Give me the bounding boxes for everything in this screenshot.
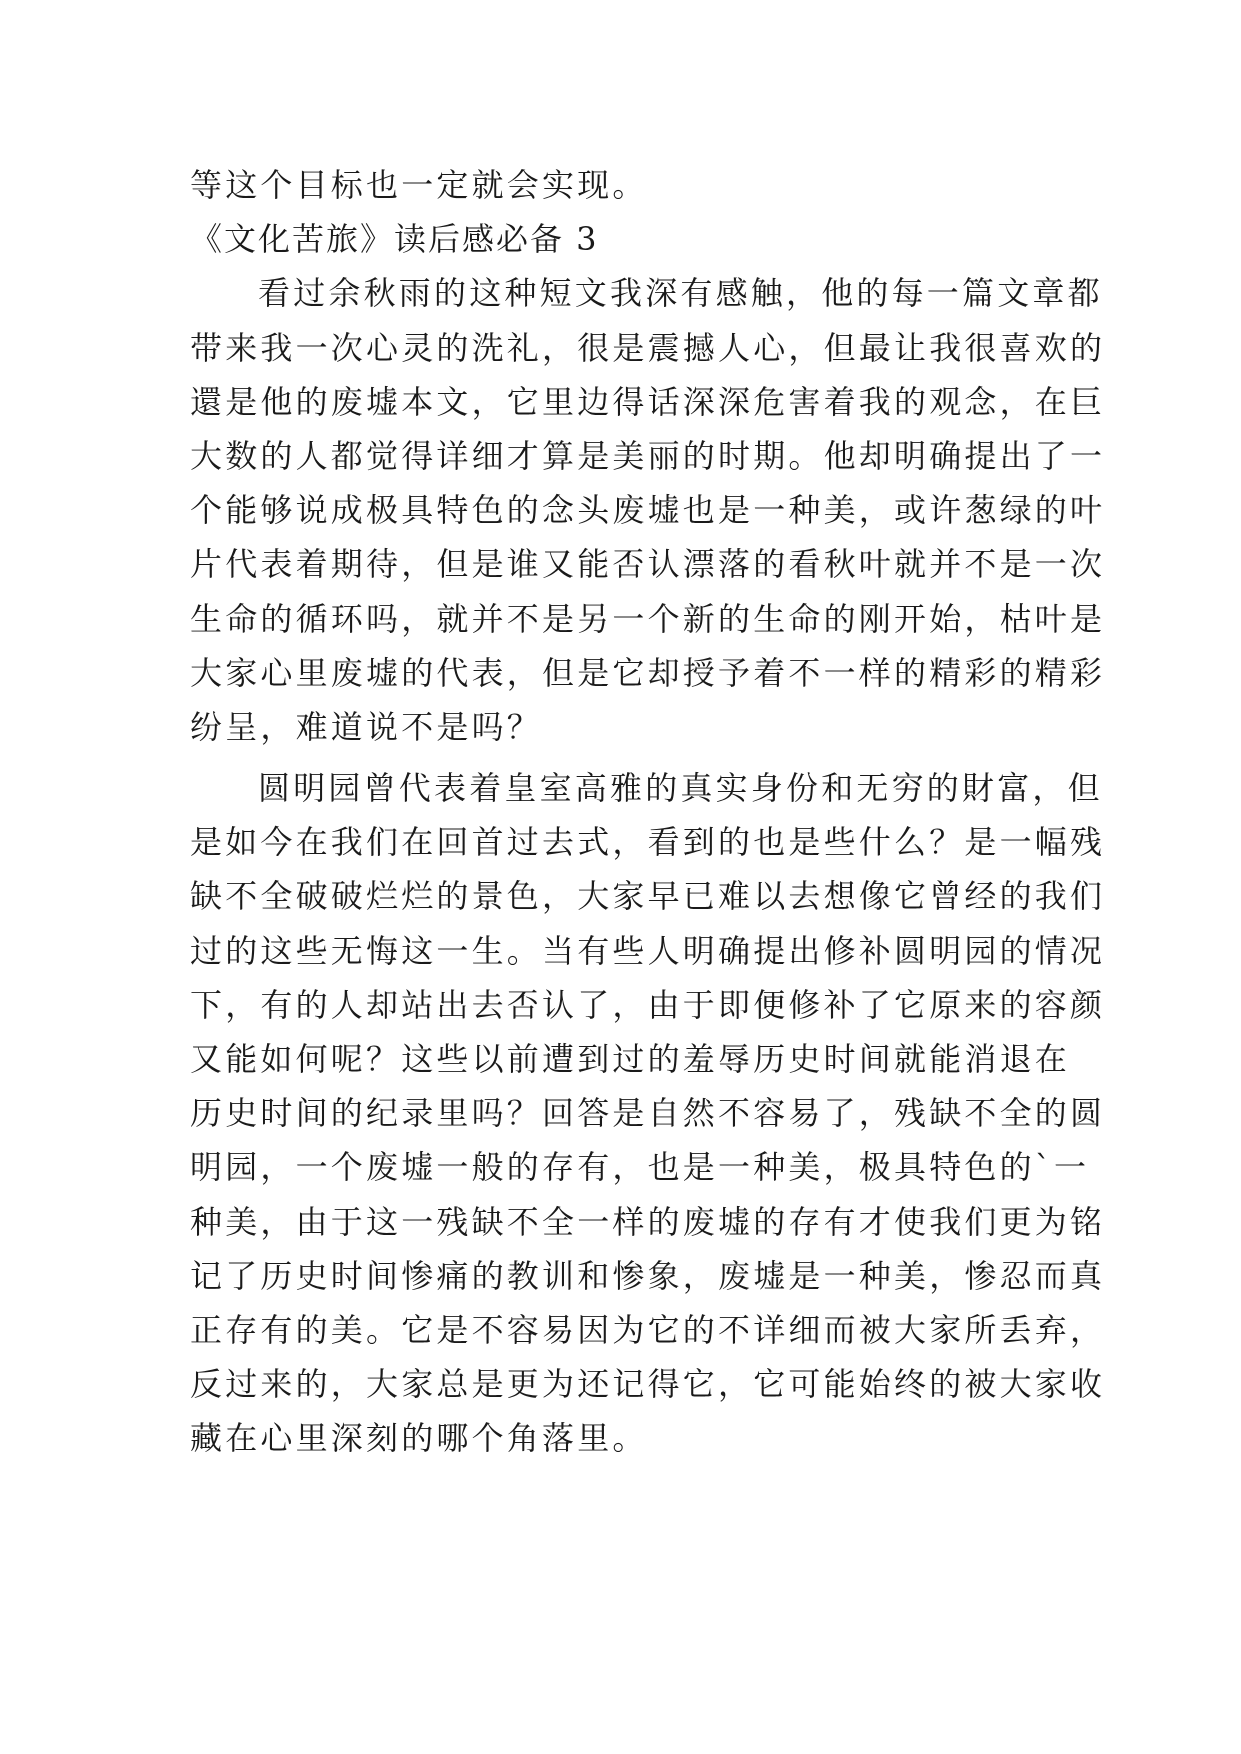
paragraph-line: 个能够说成极具特色的念头废墟也是一种美，或许葱绿的叶 [190, 491, 1106, 530]
paragraph-line: 缺不全破破烂烂的景色，大家早已难以去想像它曾经的我们 [190, 877, 1106, 916]
paragraph-line: 纷呈，难道说不是吗？ [190, 707, 543, 746]
opening-line: 等这个目标也一定就会实现。 [190, 166, 648, 204]
section-title: 《文化苦旅》读后感必备 3 [190, 220, 599, 259]
paragraph-line: 生命的循环吗，就并不是另一个新的生命的刚开始，枯叶是 [190, 599, 1106, 638]
paragraph-line: 片代表着期待，但是谁又能否认漂落的看秋叶就并不是一次 [190, 545, 1106, 584]
paragraph-line: 大家心里废墟的代表，但是它却授予着不一样的精彩的精彩 [190, 653, 1106, 692]
paragraph-line: 下，有的人却站出去否认了，由于即便修补了它原来的容颜 [190, 985, 1106, 1024]
paragraph-line: 反过来的，大家总是更为还记得它，它可能始终的被大家收 [190, 1365, 1106, 1404]
paragraph-2 [190, 761, 1106, 1465]
paragraph-line: 又能如何呢？这些以前遭到过的羞辱历史时间就能消退在 [190, 1040, 1071, 1078]
paragraph-line: 看过余秋雨的这种短文我深有感触，他的每一篇文章都 [258, 274, 1103, 313]
paragraph-line: 明园，一个废墟一般的存有，也是一种美，极具特色的`一 [190, 1148, 1090, 1187]
paragraph-line: 种美，由于这一残缺不全一样的废墟的存有才使我们更为铭 [190, 1202, 1106, 1241]
paragraph-line: 过的这些无悔这一生。当有些人明确提出修补圆明园的情况 [190, 931, 1106, 970]
paragraph-line: 是如今在我们在回首过去式，看到的也是些什么？是一幅残 [190, 823, 1106, 862]
paragraph-line: 大数的人都觉得详细才算是美丽的时期。他却明确提出了一 [190, 436, 1106, 475]
paragraph-gap [190, 754, 1070, 761]
paragraph-line: 历史时间的纪录里吗？回答是自然不容易了，残缺不全的圆 [190, 1094, 1106, 1133]
paragraph-line: 藏在心里深刻的哪个角落里。 [190, 1419, 648, 1458]
paragraph-line: 圆明园曾代表着皇室高雅的真实身份和无穷的財富，但 [258, 769, 1103, 808]
paragraph-line: 带来我一次心灵的洗礼，很是震撼人心，但最让我很喜欢的 [190, 328, 1106, 367]
paragraph-line: 记了历史时间惨痛的教训和惨象，废墟是一种美，惨忍而真 [190, 1256, 1106, 1295]
paragraph-line: 還是他的废墟本文，它里边得话深深危害着我的观念，在巨 [190, 382, 1106, 421]
paragraph-1 [190, 266, 1106, 754]
document-body [190, 158, 1106, 1466]
paragraph-line: 正存有的美。它是不容易因为它的不详细而被大家所丢弃， [190, 1310, 1106, 1349]
